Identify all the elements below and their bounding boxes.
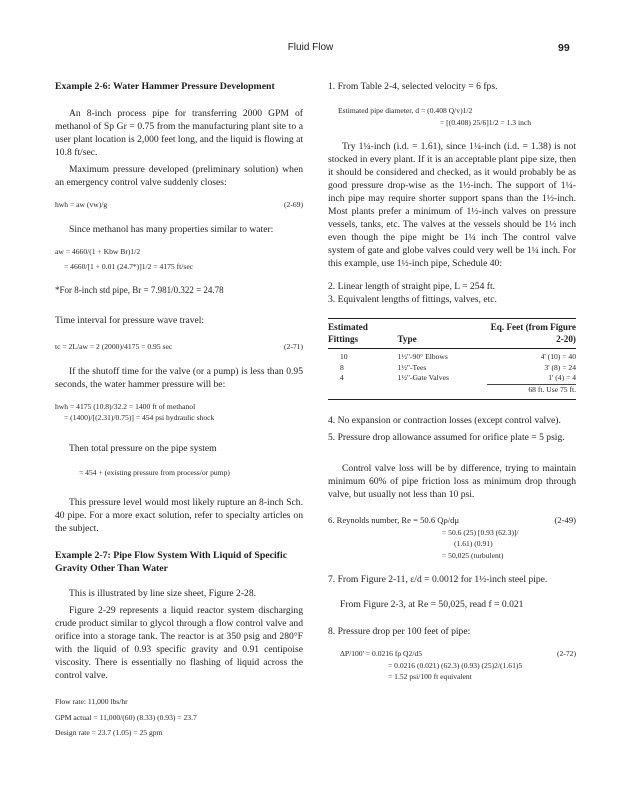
- paragraph-control-valve-loss: Control valve loss will be by difference, trying to maintain minimum 60% of pipe friction loss as minimum drop through valve, but usually not less than 10 psi.: [328, 463, 576, 500]
- equation-2-49-number: (2-49): [554, 515, 576, 525]
- equation-2-72-number: (2-72): [557, 649, 576, 658]
- item-8-pressure-drop: 8. Pressure drop per 100 feet of pipe:: [328, 626, 471, 637]
- paragraph-total-pressure: Then total pressure on the pipe system: [69, 442, 217, 454]
- flow-rate: Flow rate: 11,000 lbs/hr: [55, 697, 128, 706]
- equation-2-71-text: tc = 2L/aw = 2 (2000)/4175 = 0.95 sec: [55, 342, 173, 351]
- equation-2-69-number: (2-69): [284, 200, 303, 209]
- paragraph-methanol-pipe: An 8-inch process pipe for transferring 2000 GPM of methanol of Sp Gr = 0.75 from the manufacturing plant site to a user plant location is 2,000 feet long, and the liquid is flowing at 10.8 ft/sec.: [55, 108, 303, 158]
- paragraph-shutoff: If the shutoff time for the valve (or a pump) is less than 0.95 seconds, the water hammer pressure will be:: [55, 365, 303, 390]
- paragraph-max-pressure: Maximum pressure developed (preliminary solution) when an emergency control valve suddenly closes:: [55, 164, 303, 188]
- item-2-linear-length: 2. Linear length of straight pipe, L = 254 ft.: [328, 281, 496, 292]
- cell-total: 68 ft. Use 75 ft.: [487, 384, 576, 395]
- equation-2-69: [55, 199, 303, 211]
- paragraph-line-size-sheet: This is illustrated by line size sheet, Figure 2-28.: [69, 588, 257, 599]
- cell-count: 8: [340, 362, 344, 372]
- equation-hwh-2: = (1400)/[(2.31)/0.75)] = 454 psi hydraulic shock: [64, 413, 215, 422]
- item-3-equivalent-lengths: 3. Equivalent lengths of fittings, valves, etc.: [328, 294, 497, 305]
- equation-2-71-number: (2-71): [284, 342, 303, 351]
- table-header-row: [328, 319, 576, 346]
- example-2-6-heading: Example 2-6: Water Hammer Pressure Development: [55, 81, 275, 92]
- cell-count: 4: [340, 373, 344, 382]
- fittings-table: [328, 318, 576, 400]
- col-header-fittings: Estimated Fittings: [328, 322, 368, 344]
- reynolds-line-4: = 50,025 (turbulent): [442, 550, 504, 560]
- right-column: [328, 80, 576, 683]
- cell-count: 10: [340, 352, 348, 361]
- col-header-eq-feet: Eq. Feet (from Figure 2-20): [490, 322, 576, 344]
- paragraph-time-interval: Time interval for pressure wave travel:: [55, 315, 205, 326]
- col-header-type: Type: [397, 333, 417, 344]
- item-4-no-expansion: 4. No expansion or contraction losses (except control valve).: [328, 415, 561, 426]
- paragraph-reactor-system: Figure 2-29 represents a liquid reactor system discharging crude product similar to glycol through a flow control valve and orifice into a storage tank. The reactor is at 350 psig and 280°F with the liquid of 0.93 specific gravity and 0.91 centipoise viscosity. There is essentially no flashing of liquid across the control valve.: [55, 605, 303, 681]
- item-7-roughness: 7. From Figure 2-11, ε/d = 0.0012 for 1½-inch steel pipe.: [328, 574, 548, 585]
- equation-hwh-1: hwh = 4175 (10.8)/32.2 = 1400 ft of methanol: [55, 401, 196, 411]
- equation-aw-2: = 4660/[1 + 0.01 (24.7*)]1/2 = 4175 ft/sec: [64, 262, 194, 271]
- table-row: [328, 363, 576, 374]
- cell-eq-feet: 4' (10) = 40: [540, 352, 576, 361]
- paragraph-properties: Since methanol has many properties similar to water:: [69, 223, 274, 235]
- equation-2-72-text: ΔP/100' = 0.0216 fρ Q2/d5: [340, 649, 423, 658]
- table-total-row: [328, 384, 576, 395]
- paragraph-rupture: This pressure level would most likely rupture an 8-inch Sch. 40 pipe. For a more exact solution, refer to specialty articles on the subject.: [55, 497, 303, 534]
- equation-total-pressure: = 454 + (existing pressure from process/or pump): [79, 467, 230, 477]
- equation-aw-1: aw = 4660/(1 + Kbw Br)1/2: [55, 246, 141, 256]
- pressure-drop-line-3: = 1.52 psi/100 ft equivalent: [388, 672, 472, 681]
- cell-type: 1½"-90° Elbows: [397, 352, 448, 361]
- reynolds-line-3: (1.61) (0.91): [454, 539, 493, 548]
- item-6-text: 6. Reynolds number, Re = 50.6 Qρ/dμ: [328, 515, 460, 525]
- table-row: [328, 373, 576, 384]
- equation-2-71: [55, 341, 303, 353]
- cell-eq-feet: 1' (4) = 4: [548, 373, 576, 382]
- equation-diameter-1: Estimated pipe diameter, d = (0.408 Q/v)1/2: [338, 106, 473, 115]
- reynolds-line-2: = 50.6 (25) [0.93 (62.3)]/: [442, 527, 519, 537]
- cell-eq-feet: 3' (8) = 24: [544, 362, 576, 372]
- cell-type: 1½"-Tees: [397, 362, 427, 372]
- left-column: [55, 80, 303, 739]
- item-1-velocity: 1. From Table 2-4, selected velocity = 6 fps.: [328, 81, 498, 92]
- friction-factor: From Figure 2-3, at Re = 50,025, read f = 0.021: [340, 599, 524, 610]
- footnote-br: *For 8-inch std pipe, Br = 7.981/0.322 = 24.78: [55, 284, 224, 295]
- equation-2-69-text: hwh = aw (vw)/g: [55, 200, 108, 209]
- item-6-reynolds: [328, 515, 576, 527]
- pressure-drop-line-2: = 0.0216 (0.021) (62.3) (0.93) (25)2/(1.61)5: [388, 660, 523, 670]
- equation-2-72: [328, 648, 576, 660]
- gpm-actual: GPM actual = 11,000/(60) (8.33) (0.93) = 23.7: [55, 712, 197, 722]
- example-2-7-heading: Example 2-7: Pipe Flow System With Liquid of Specific Gravity Other Than Water: [55, 550, 288, 574]
- cell-type: 1½"-Gate Valves: [397, 373, 449, 382]
- paragraph-try-pipe-size: Try 1¼-inch (i.d. = 1.61), since 1¼-inch (i.d. = 1.38) is not stocked in every plant. If it is an acceptable plant pipe size, then it should be considered and checked, as it would probably be as good pressure drop-wise as the 1½-inch. The support of 1¼-inch pipe may require shorter support spans than the 1½-inch. Most plants prefer a minimum of 1½-inch valves on pressure vessels, tanks, etc. The valves at the vessels should be 1½ inch even though the pipe might be 1¼ inch The control valve system of gate and globe valves could very well be 1¼ inch. For this example, use 1½-inch pipe, Schedule 40:: [328, 141, 576, 269]
- design-rate: Design rate = 23.7 (1.05) = 25 gpm: [55, 728, 163, 737]
- equation-diameter-2: = [(0.408) 25/6]1/2 = 1.3 inch: [440, 117, 532, 127]
- running-header-title: Fluid Flow: [287, 42, 334, 53]
- page-number: 99: [558, 42, 570, 54]
- table-row: [328, 352, 576, 363]
- item-5-orifice-allowance: 5. Pressure drop allowance assumed for orifice plate = 5 psig.: [328, 432, 565, 443]
